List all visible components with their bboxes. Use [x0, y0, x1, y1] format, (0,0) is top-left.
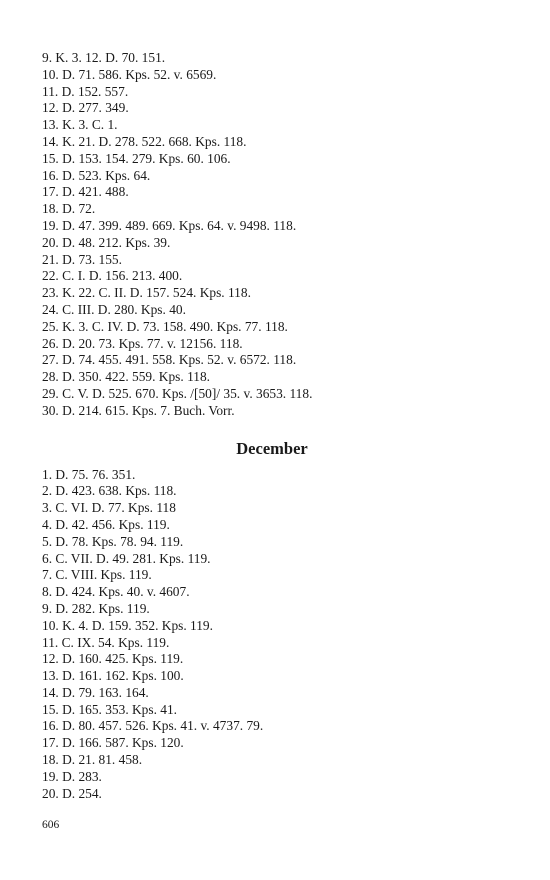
date-entry: 9. D. 282. Kps. 119.: [42, 600, 150, 616]
date-entry: 24. C. III. D. 280. Kps. 40.: [42, 301, 186, 317]
december-heading: December: [236, 438, 308, 458]
date-entry: 27. D. 74. 455. 491. 558. Kps. 52. v. 6572. 118.: [42, 352, 297, 368]
date-entry: 12. D. 277. 349.: [42, 100, 129, 116]
date-entry: 21. D. 73. 155.: [42, 251, 122, 267]
date-entry: 5. D. 78. Kps. 78. 94. 119.: [42, 533, 184, 549]
date-entry: 30. D. 214. 615. Kps. 7. Buch. Vorr.: [42, 402, 235, 418]
date-entry: 11. D. 152. 557.: [42, 83, 129, 99]
date-entry: 23. K. 22. C. II. D. 157. 524. Kps. 118.: [42, 285, 251, 301]
date-entry: 15. D. 153. 154. 279. Kps. 60. 106.: [42, 150, 231, 166]
date-entry: 26. D. 20. 73. Kps. 77. v. 12156. 118.: [42, 335, 243, 351]
date-entry: 28. D. 350. 422. 559. Kps. 118.: [42, 369, 211, 385]
page-body: [42, 50, 502, 802]
date-entry: 7. C. VIII. Kps. 119.: [42, 567, 152, 583]
date-entry: 14. K. 21. D. 278. 522. 668. Kps. 118.: [42, 133, 247, 149]
date-entry: 20. D. 48. 212. Kps. 39.: [42, 234, 171, 250]
date-entry: 11. C. IX. 54. Kps. 119.: [42, 634, 170, 650]
date-entry: 4. D. 42. 456. Kps. 119.: [42, 516, 170, 532]
date-entry: 22. C. I. D. 156. 213. 400.: [42, 268, 183, 284]
date-entry: 3. C. VI. D. 77. Kps. 118: [42, 500, 176, 516]
date-entry: 10. K. 4. D. 159. 352. Kps. 119.: [42, 617, 213, 633]
date-entry: 10. D. 71. 586. Kps. 52. v. 6569.: [42, 66, 217, 82]
date-entry: 8. D. 424. Kps. 40. v. 4607.: [42, 584, 190, 600]
date-entry: 20. D. 254.: [42, 785, 102, 801]
date-entry: 14. D. 79. 163. 164.: [42, 684, 149, 700]
date-entry: 25. K. 3. C. IV. D. 73. 158. 490. Kps. 77. 118.: [42, 318, 288, 334]
date-entry: 9. K. 3. 12. D. 70. 151.: [42, 50, 166, 65]
december-entry-list: [42, 467, 502, 803]
date-entry: 13. D. 161. 162. Kps. 100.: [42, 668, 184, 684]
date-entry: 17. D. 166. 587. Kps. 120.: [42, 735, 184, 751]
date-entry: 15. D. 165. 353. Kps. 41.: [42, 701, 178, 717]
november-entry-list: [42, 50, 502, 420]
page-number: 606: [42, 819, 60, 831]
date-entry: 13. K. 3. C. 1.: [42, 117, 118, 133]
date-entry: 12. D. 160. 425. Kps. 119.: [42, 651, 184, 667]
date-entry: 18. D. 72.: [42, 201, 96, 217]
date-entry: 16. D. 80. 457. 526. Kps. 41. v. 4737. 79.: [42, 718, 264, 734]
date-entry: 19. D. 283.: [42, 768, 102, 784]
date-entry: 1. D. 75. 76. 351.: [42, 466, 136, 482]
date-entry: 19. D. 47. 399. 489. 669. Kps. 64. v. 9498. 118.: [42, 217, 297, 233]
date-entry: 18. D. 21. 81. 458.: [42, 752, 143, 768]
date-entry: 16. D. 523. Kps. 64.: [42, 167, 151, 183]
date-entry: 17. D. 421. 488.: [42, 184, 129, 200]
date-entry: 2. D. 423. 638. Kps. 118.: [42, 483, 177, 499]
date-entry: 29. C. V. D. 525. 670. Kps. /[50]/ 35. v. 3653. 118.: [42, 385, 313, 401]
date-entry: 6. C. VII. D. 49. 281. Kps. 119.: [42, 550, 211, 566]
